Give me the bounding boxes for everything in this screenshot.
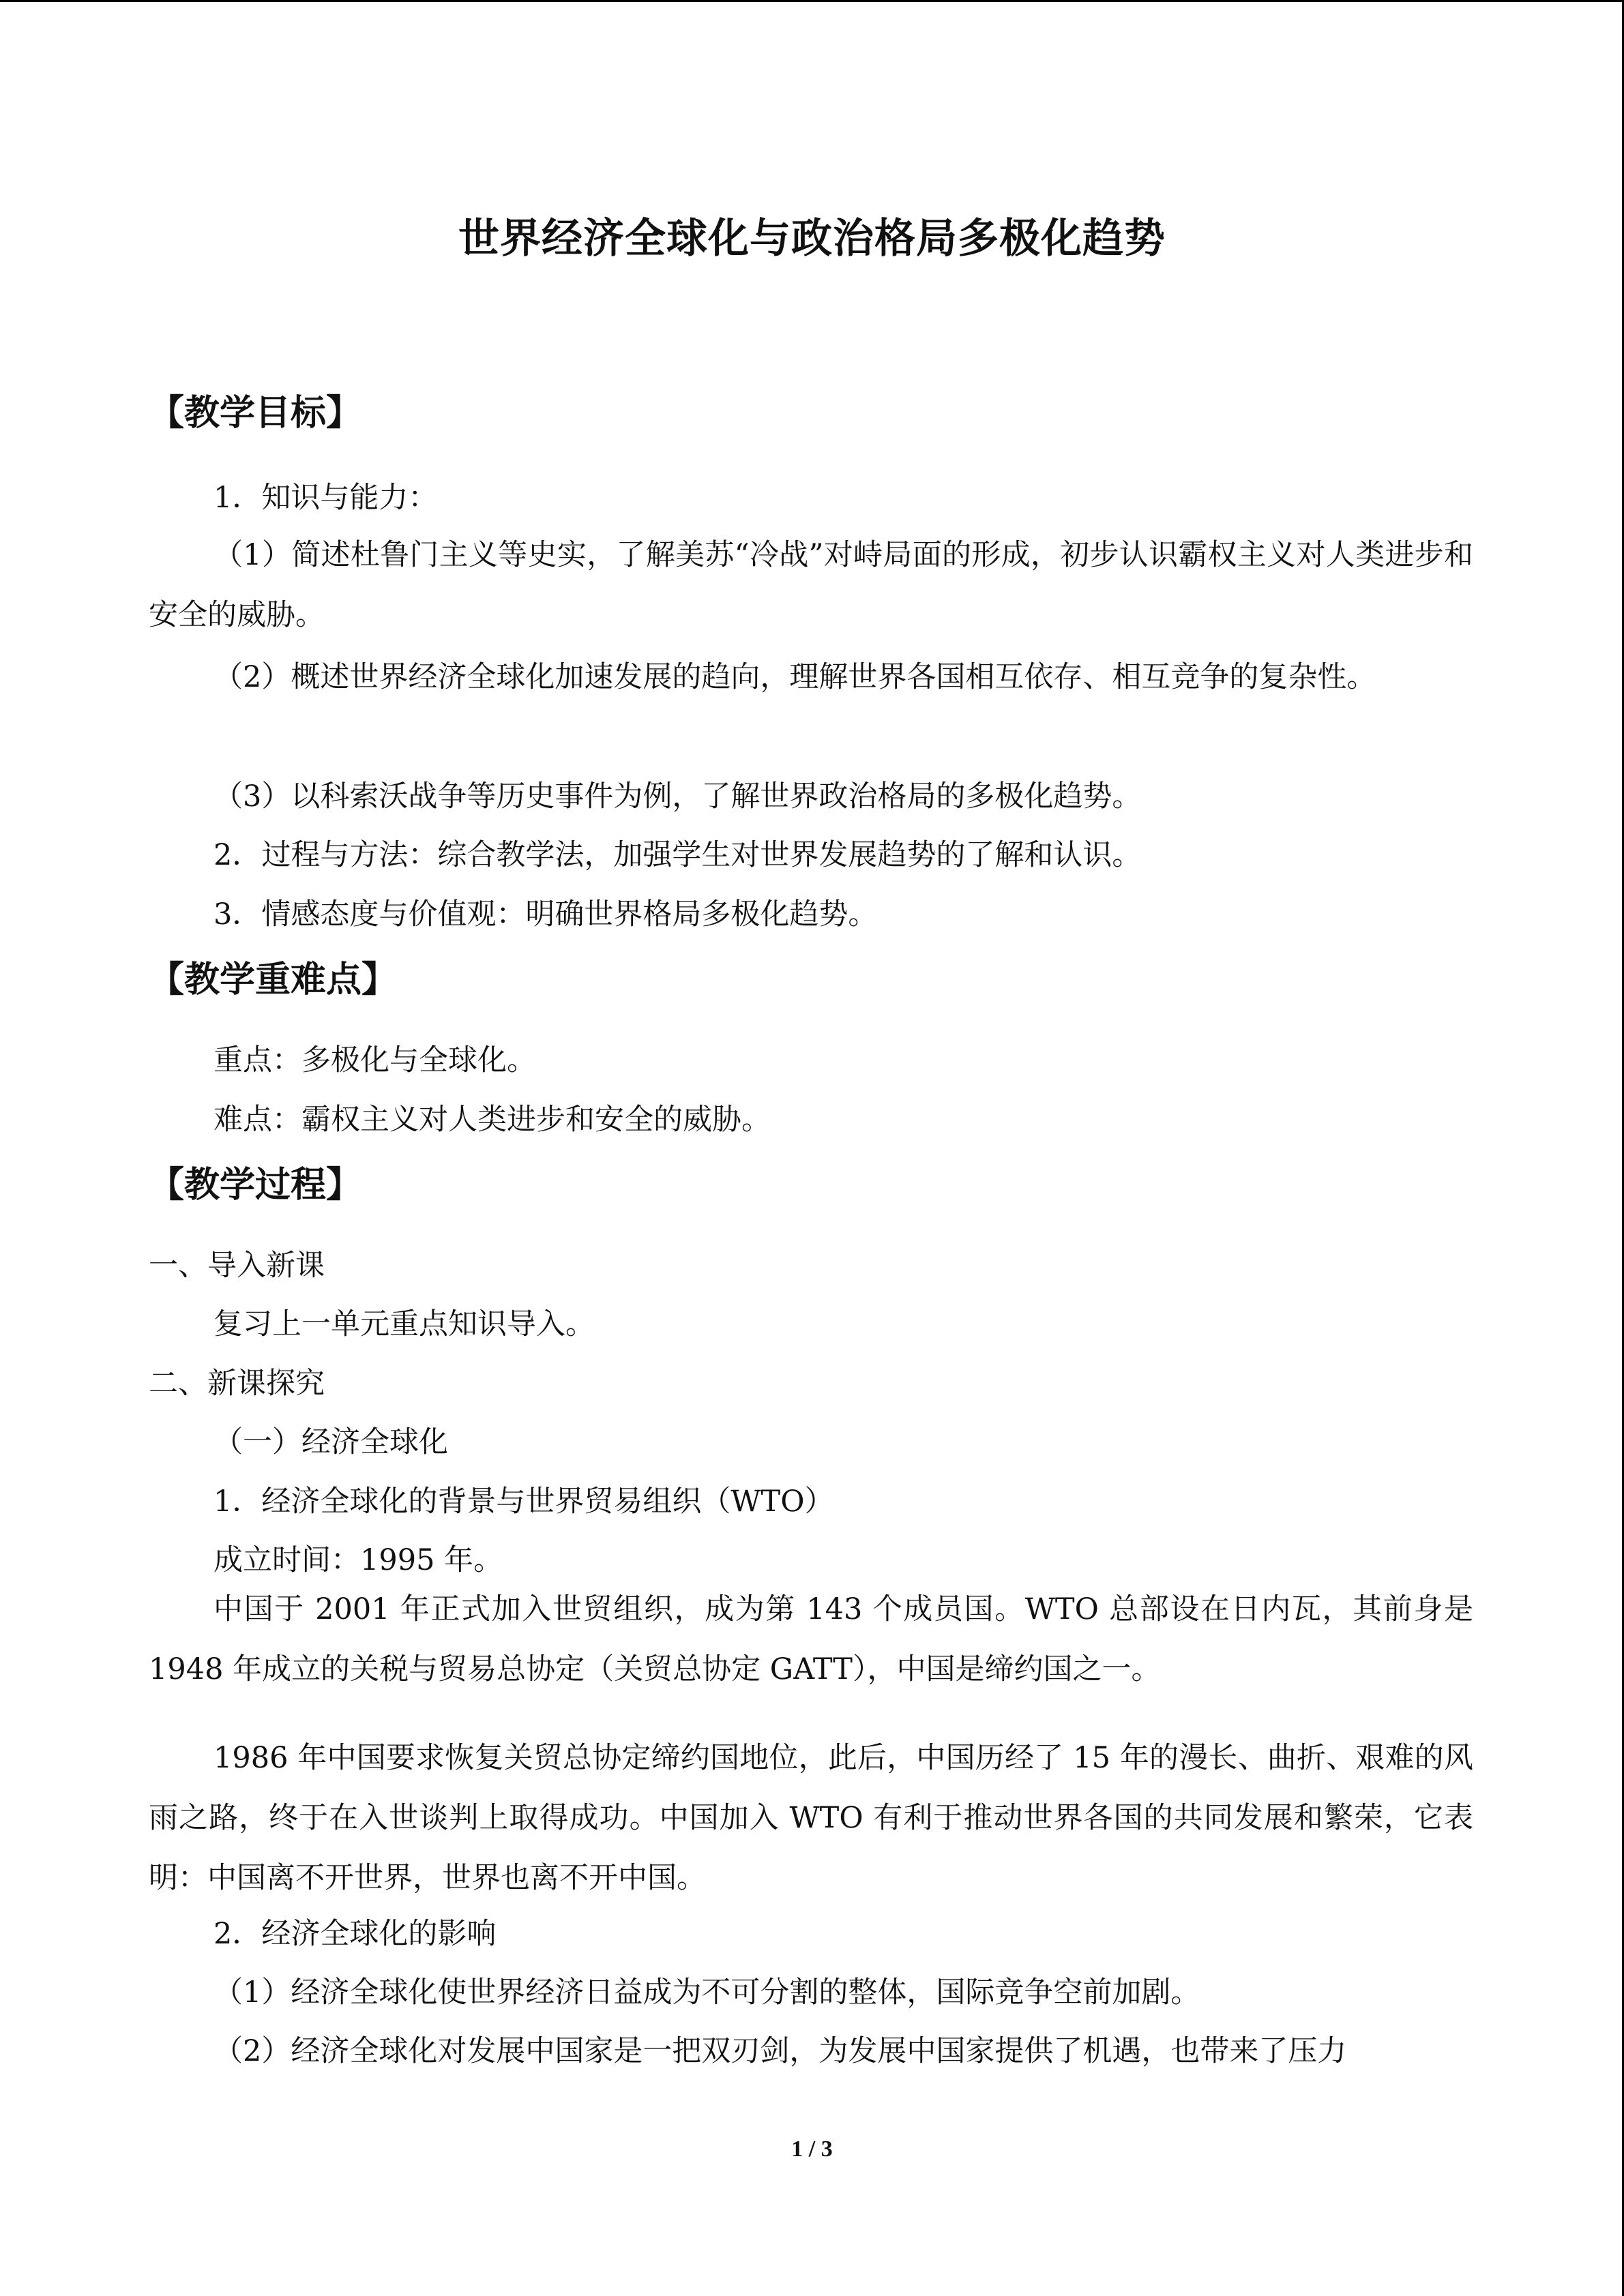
goal-attitude-values: 3．情感态度与价值观：明确世界格局多极化趋势。 xyxy=(213,897,878,931)
page-number: 1 / 3 xyxy=(791,2136,833,2162)
heading-key-points: 【教学重难点】 xyxy=(149,959,398,1000)
intro-heading: 一、导入新课 xyxy=(149,1249,325,1283)
item-wto-background: 1．经济全球化的背景与世界贸易组织（WTO） xyxy=(213,1485,834,1519)
goal-1-1: （1）简述杜鲁门主义等史实，了解美苏“冷战”对峙局面的形成，初步认识霸权主义对人类进步和安全的威胁。 xyxy=(149,538,1473,632)
item-globalization-effects: 2．经济全球化的影响 xyxy=(213,1917,497,1951)
paragraph-china-wto-negotiation: 1986 年中国要求恢复关贸总协定缔约国地位，此后，中国历经了 15 年的漫长、曲折、艰难的风雨之路，终于在入世谈判上取得成功。中国加入 WTO 有利于推动世界各国的共同发展和繁荣，它表明：中国离不开世界，世界也离不开中国。 xyxy=(149,1741,1473,1895)
intro-text: 复习上一单元重点知识导入。 xyxy=(213,1307,595,1341)
subsection-economic-globalization: （一）经济全球化 xyxy=(213,1425,448,1459)
goal-1-3: （3）以科索沃战争等历史事件为例，了解世界政治格局的多极化趋势。 xyxy=(213,779,1142,814)
page-title: 世界经济全球化与政治格局多极化趋势 xyxy=(458,215,1166,263)
heading-teaching-process: 【教学过程】 xyxy=(149,1165,362,1206)
effect-2: （2）经济全球化对发展中国家是一把双刃剑，为发展中国家提供了机遇，也带来了压力 xyxy=(213,2034,1347,2068)
goal-1-2: （2）概述世界经济全球化加速发展的趋向，理解世界各国相互依存、相互竞争的复杂性。 xyxy=(213,660,1376,694)
wto-founded: 成立时间：1995 年。 xyxy=(213,1543,503,1577)
heading-teaching-goals: 【教学目标】 xyxy=(149,393,362,434)
difficult-point: 难点：霸权主义对人类进步和安全的威胁。 xyxy=(213,1103,771,1137)
goal-process-method: 2．过程与方法：综合教学法，加强学生对世界发展趋势的了解和认识。 xyxy=(213,838,1142,872)
effect-1: （1）经济全球化使世界经济日益成为不可分割的整体，国际竞争空前加剧。 xyxy=(213,1976,1200,2010)
paragraph-china-wto-accession: 中国于 2001 年正式加入世贸组织，成为第 143 个成员国。WTO 总部设在日内瓦，其前身是 1948 年成立的关税与贸易总协定（关贸总协定 GATT），中国是缔约国之一。 xyxy=(149,1592,1473,1686)
key-point: 重点：多极化与全球化。 xyxy=(213,1043,536,1077)
page-border-top xyxy=(0,0,1624,2)
goal-knowledge-ability: 1．知识与能力： xyxy=(213,481,438,515)
explore-heading: 二、新课探究 xyxy=(149,1367,325,1401)
